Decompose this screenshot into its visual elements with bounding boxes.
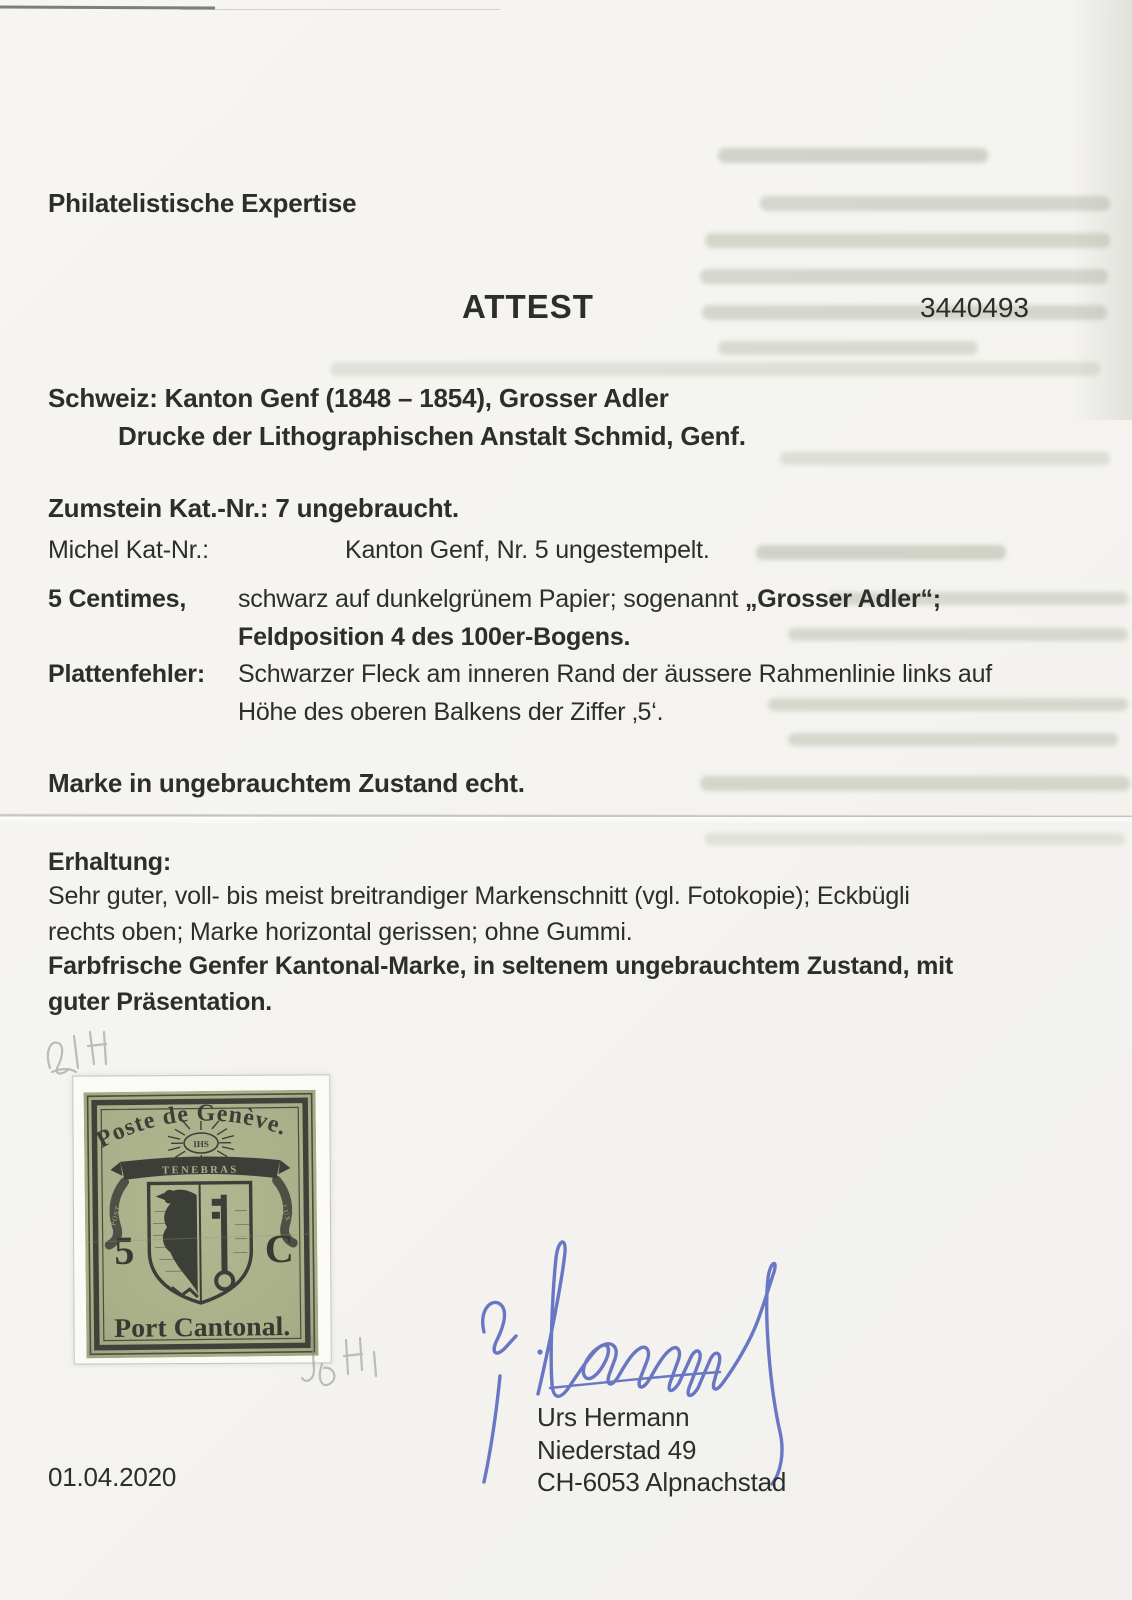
denomination-text (238, 585, 941, 614)
paper-fold-highlight (0, 817, 1132, 824)
attest-date: 01.04.2020 (48, 1462, 177, 1492)
plate-flaw-line2: Höhe des oberen Balkens der Ziffer ‚5‘. (238, 698, 664, 726)
denomination-label: 5 Centimes, (48, 585, 187, 613)
expert-name: Urs Hermann (537, 1402, 690, 1432)
bleed-through-line (702, 305, 1107, 320)
bleed-through-line (705, 833, 1125, 845)
bleed-through-line (788, 628, 1128, 641)
denomination-text-bold: „Grosser Adler“; (745, 585, 941, 613)
stamp-ribbon-left-text: POST (109, 1204, 123, 1227)
bleed-through-line (756, 545, 1006, 560)
condition-label: Erhaltung: (48, 848, 171, 876)
stamp-value-currency: C (264, 1225, 295, 1272)
denomination-line2: Feldposition 4 des 100er-Bogens. (238, 623, 631, 651)
page-title: Philatelistische Expertise (48, 188, 357, 218)
expert-city: CH-6053 Alpnachstad (537, 1467, 787, 1497)
stamp-banner-text: TENEBRAS (162, 1164, 239, 1177)
bleed-through-line (760, 196, 1110, 211)
plate-flaw-line1: Schwarzer Fleck am inneren Rand der äussere Rahmenlinie links auf (238, 660, 993, 688)
subject-title-line1: Schweiz: Kanton Genf (1848 – 1854), Grosser Adler (48, 383, 669, 413)
stamp-mount-card (72, 1074, 332, 1364)
stamp-top-text: Poste de Genève. (92, 1100, 291, 1154)
bleed-through-line (788, 733, 1118, 746)
bleed-through-line (330, 362, 1100, 376)
bleed-through-line (718, 148, 988, 163)
summary-line2: guter Präsentation. (48, 988, 273, 1016)
scan-edge-artifact (180, 9, 500, 10)
bleed-through-line (700, 269, 1108, 284)
denomination-text-regular: schwarz auf dunkelgrünem Papier; sogenannt (238, 585, 745, 613)
pencil-mark (298, 1330, 388, 1396)
stamp-ribbon-right-text: LUX (279, 1204, 293, 1223)
genuine-statement: Marke in ungebrauchtem Zustand echt. (48, 768, 525, 798)
expert-street: Niederstad 49 (537, 1435, 697, 1465)
summary-line1: Farbfrische Genfer Kantonal-Marke, in seltenem ungebrauchtem Zustand, mit (48, 952, 954, 980)
bleed-through-line (768, 698, 1128, 711)
attest-label: ATTEST (462, 288, 594, 325)
stamp-bottom-text: Port Cantonal. (114, 1311, 286, 1343)
subject-title-line2: Drucke der Lithographischen Anstalt Schmid, Genf. (118, 421, 746, 451)
zumstein-catalog-line: Zumstein Kat.-Nr.: 7 ungebraucht. (48, 493, 459, 523)
plate-flaw-label: Plattenfehler: (48, 660, 205, 688)
michel-catalog-value: Kanton Genf, Nr. 5 ungestempelt. (345, 536, 710, 564)
bleed-through-line (718, 341, 978, 355)
geneva-stamp-image (84, 1090, 319, 1359)
attest-number: 3440493 (920, 292, 1030, 323)
condition-line2: rechts oben; Marke horizontal gerissen; ohne Gummi. (48, 918, 633, 946)
stamp-value-numeral: 5 (114, 1227, 135, 1273)
bleed-through-line (780, 452, 1110, 465)
condition-line1: Sehr guter, voll- bis meist breitrandiger Markenschnitt (vgl. Fotokopie); Eckbügli (48, 882, 910, 910)
michel-catalog-label: Michel Kat-Nr.: (48, 536, 209, 564)
bleed-through-line (705, 233, 1110, 248)
stamp-crest-monogram: IHS (193, 1138, 209, 1150)
bleed-through-line (700, 776, 1130, 791)
